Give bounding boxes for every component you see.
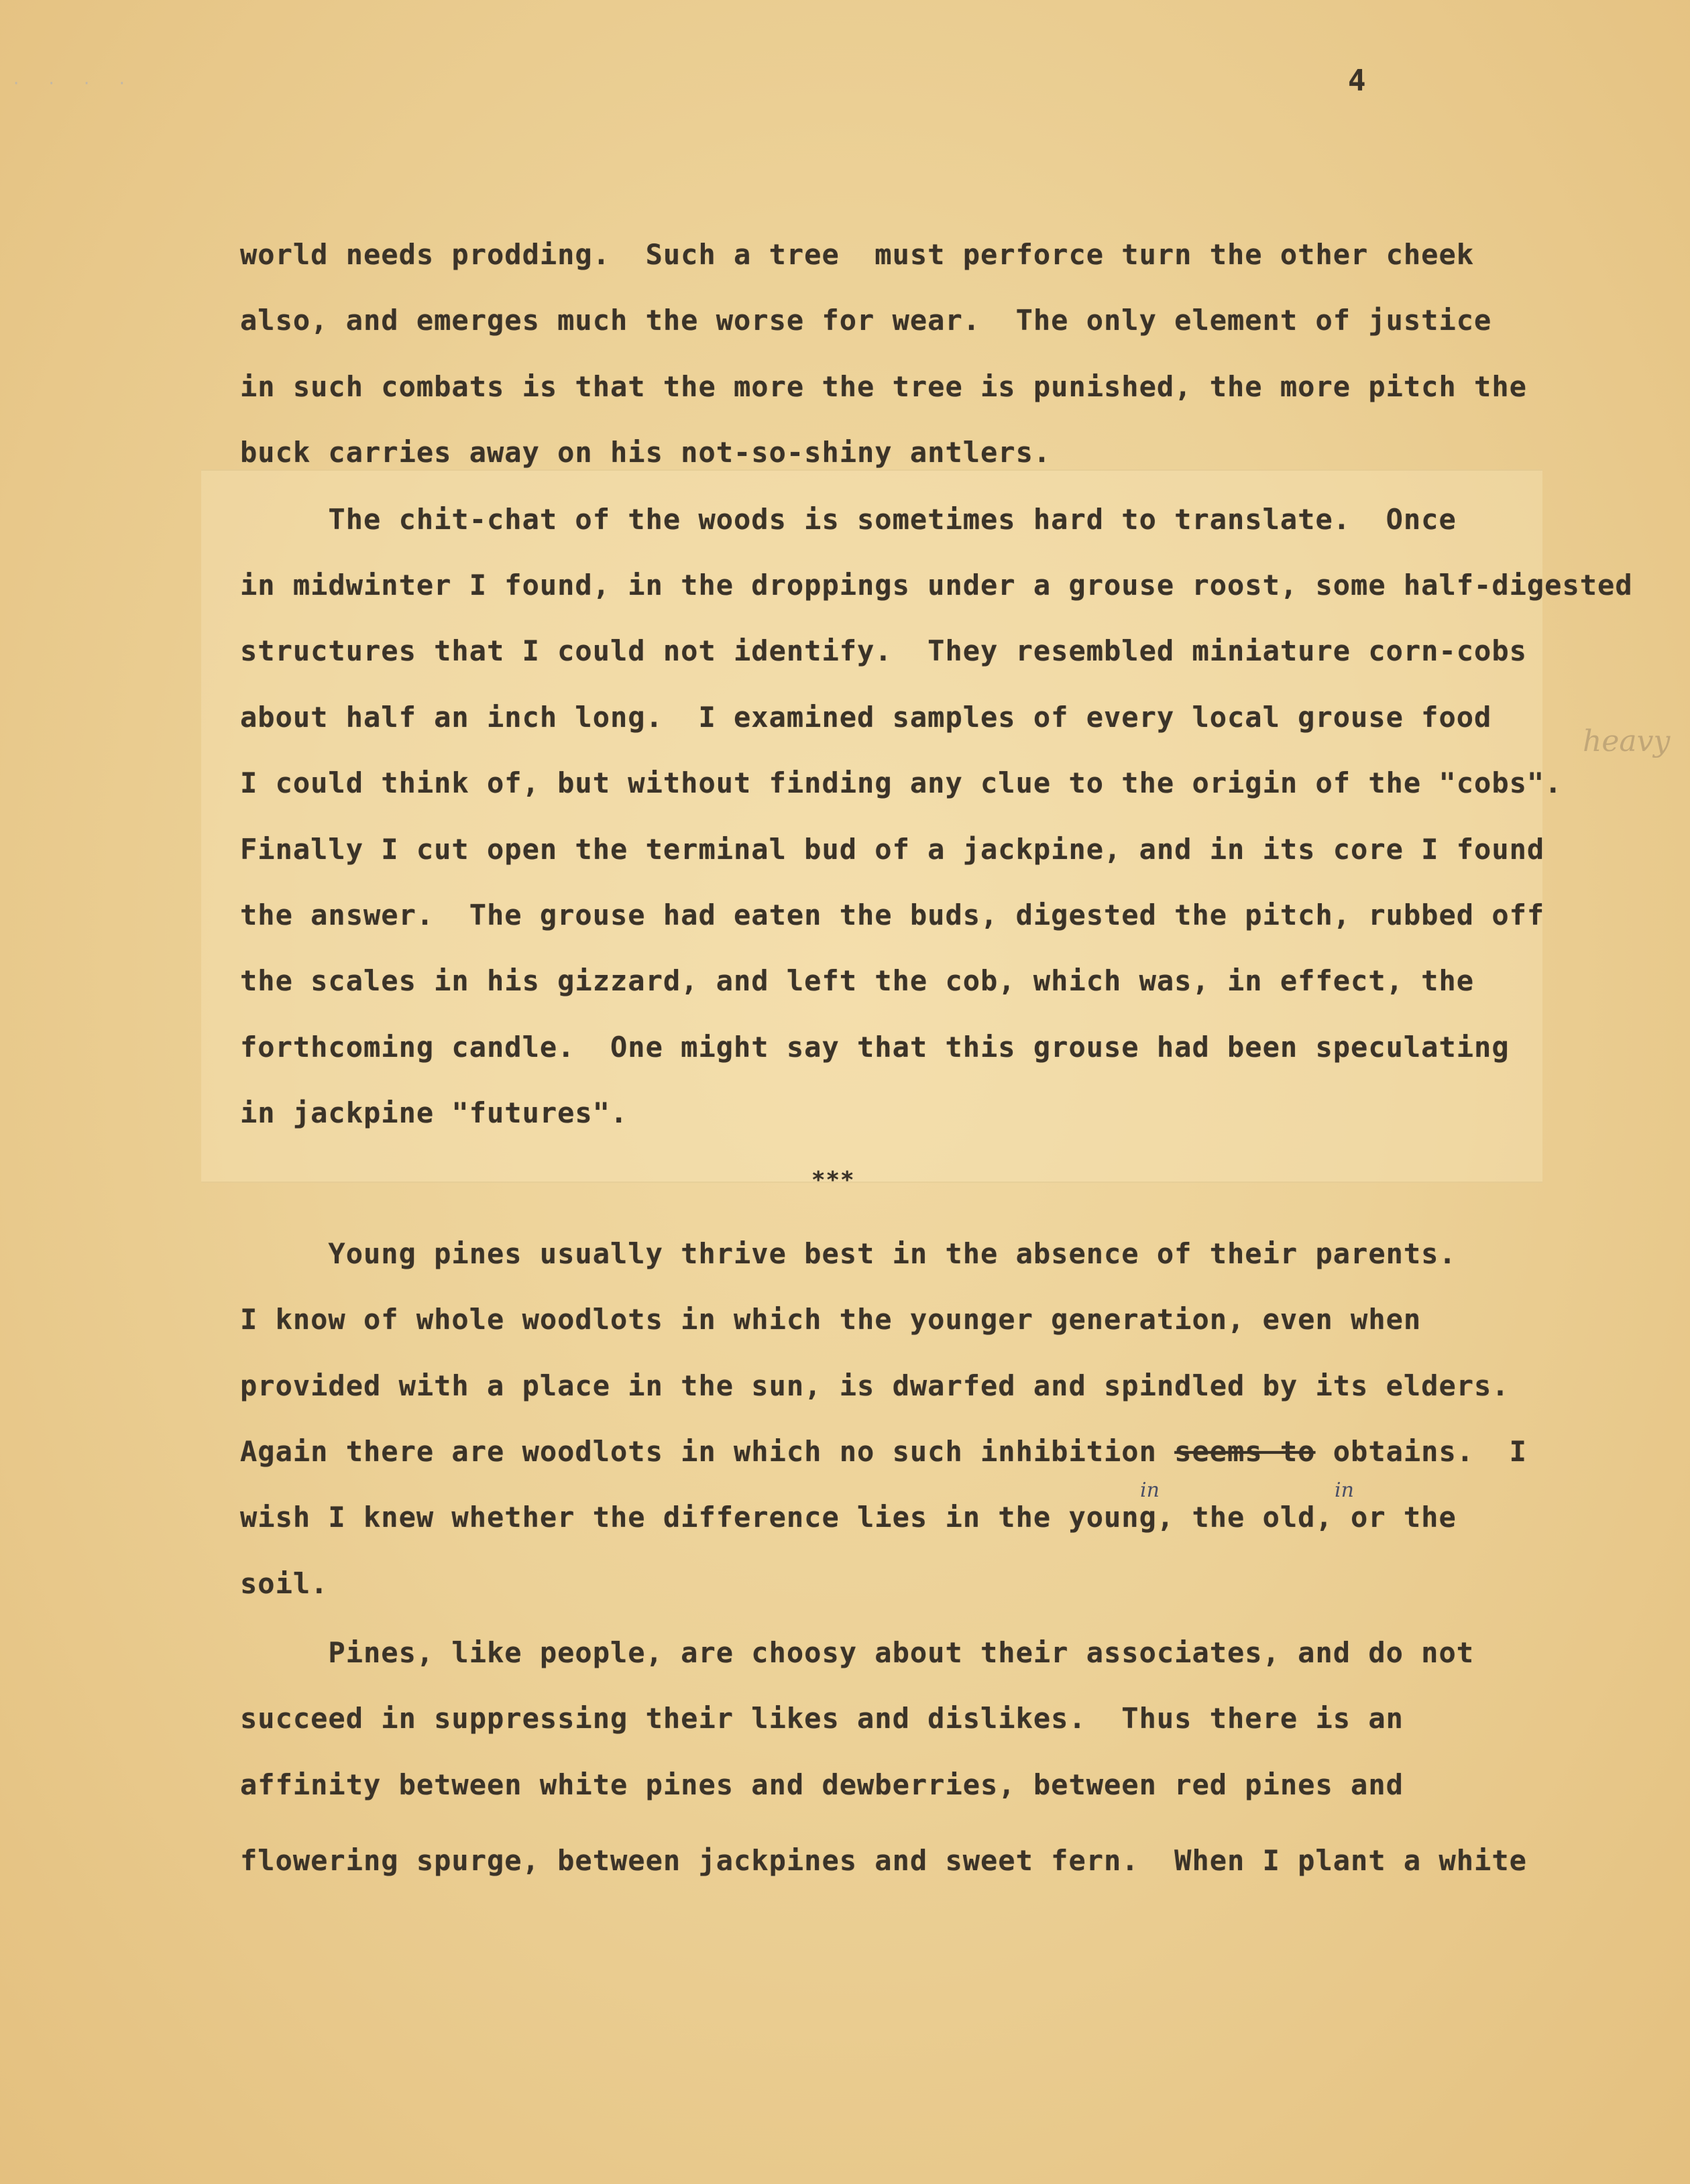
paragraph-1-line-2: also, and emerges much the worse for wear. The only element of justice [240,304,1492,337]
line-text-after: obtains. I [1315,1435,1527,1468]
section-separator: *** [811,1167,855,1194]
paragraph-2-line-9: forthcoming candle. One might say that this grouse had been speculating [240,1031,1510,1064]
paragraph-3-line-5: wish I knew whether the difference lies in the young, the old, or the [240,1501,1457,1534]
paragraph-3-line-4 [240,1435,1527,1468]
paragraph-3-line-2: I know of whole woodlots in which the younger generation, even when [240,1303,1422,1336]
paragraph-2-line-5: I could think of, but without finding any clue to the origin of the "cobs". [240,766,1563,799]
page-number: 4 [1348,64,1367,98]
paragraph-2-line-3: structures that I could not identify. They resembled miniature corn-cobs [240,634,1527,667]
paragraph-2-line-6: Finally I cut open the terminal bud of a jackpine, and in its core I found [240,833,1545,866]
struck-text: seems to [1174,1435,1316,1468]
paragraph-4-line-2: succeed in suppressing their likes and dislikes. Thus there is an [240,1702,1404,1735]
paragraph-4-line-3: affinity between white pines and dewberries, between red pines and [240,1768,1404,1801]
paragraph-2-line-2: in midwinter I found, in the droppings under a grouse roost, some half-digested [240,569,1633,601]
paper-specks: · · · · [13,74,137,94]
paragraph-3-line-1: Young pines usually thrive best in the absence of their parents. [240,1237,1457,1270]
margin-pencil-note: heavy [1583,724,1671,758]
paragraph-1-line-3: in such combats is that the more the tree is punished, the more pitch the [240,370,1527,403]
handwritten-insertion-1: in [1140,1479,1160,1502]
paragraph-1-line-1: world needs prodding. Such a tree must perforce turn the other cheek [240,238,1475,271]
paragraph-2-line-4: about half an inch long. I examined samples of every local grouse food [240,701,1492,734]
paragraph-4-line-4: flowering spurge, between jackpines and sweet fern. When I plant a white [240,1844,1527,1877]
paragraph-1-line-4: buck carries away on his not-so-shiny antlers. [240,436,1052,469]
paragraph-3-line-6: soil. [240,1567,329,1600]
paragraph-3-line-3: provided with a place in the sun, is dwarfed and spindled by its elders. [240,1369,1510,1402]
handwritten-insertion-2: in [1335,1479,1354,1502]
paragraph-4-line-1: Pines, like people, are choosy about their associates, and do not [240,1636,1475,1669]
paragraph-2-line-8: the scales in his gizzard, and left the cob, which was, in effect, the [240,964,1475,997]
paragraph-2-line-10: in jackpine "futures". [240,1096,628,1129]
paragraph-2-line-7: the answer. The grouse had eaten the buds, digested the pitch, rubbed off [240,899,1545,931]
paragraph-2-line-1: The chit-chat of the woods is sometimes hard to translate. Once [240,503,1457,536]
line-text-before: Again there are woodlots in which no such inhibition [240,1435,1175,1468]
